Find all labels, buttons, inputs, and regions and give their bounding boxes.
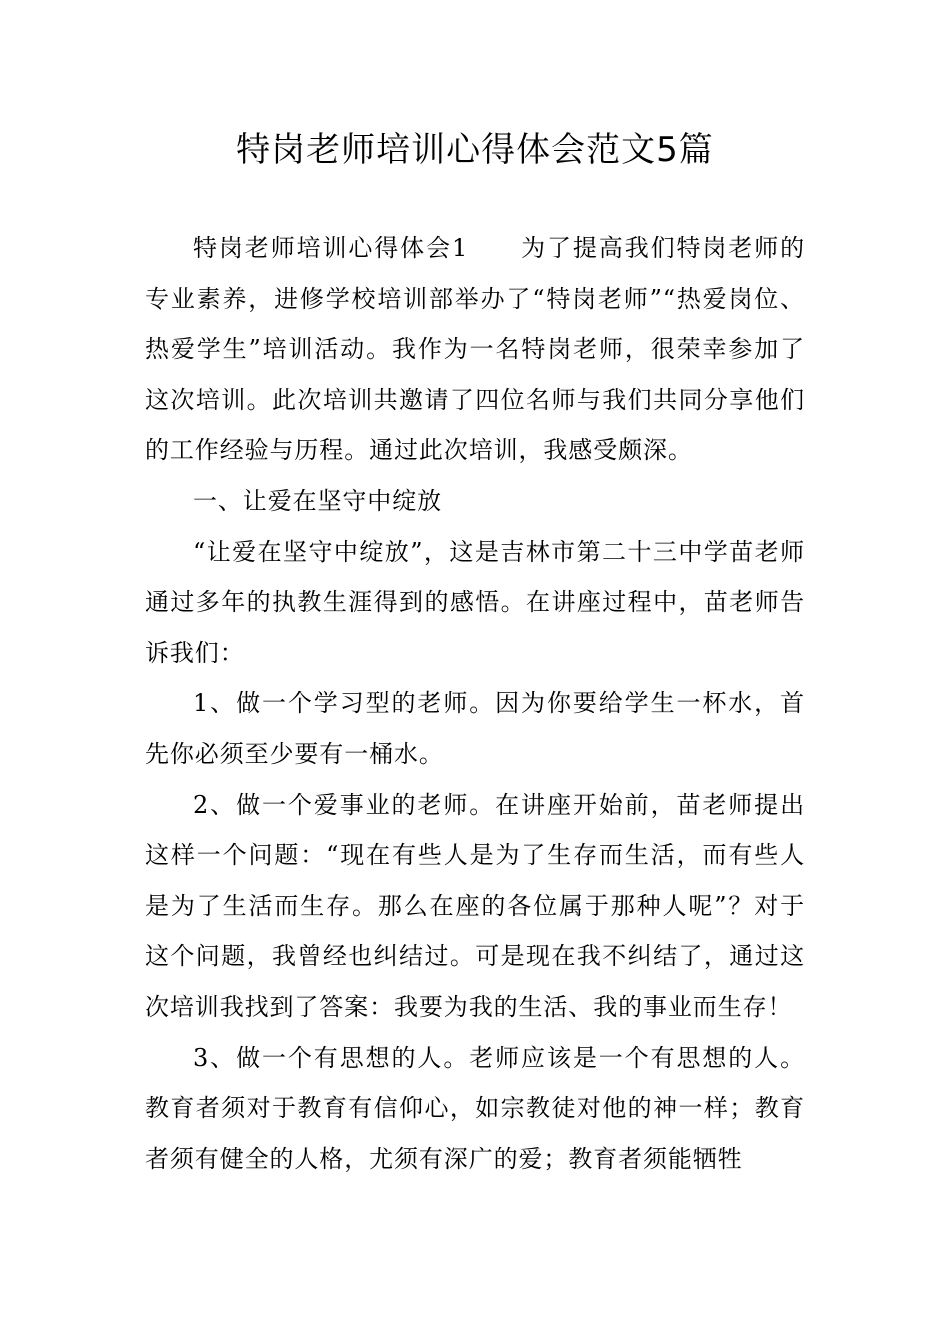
list-item-1: 1、做一个学习型的老师。因为你要给学生一杯水，首先你必须至少要有一桶水。 [145, 689, 805, 768]
section-heading-1: 特岗老师培训心得体会1 [193, 234, 469, 262]
paragraph-intro [145, 223, 805, 476]
list-item-3: 3、做一个有思想的人。老师应该是一个有思想的人。教育者须对于教育有信仰心，如宗教徒对他的神一样；教育者须有健全的人格，尤须有深广的爱；教育者须能牺牲 [145, 1043, 805, 1173]
paragraph-intro-text: 为了提高我们特岗老师的专业素养，进修学校培训部举办了“特岗老师”“热爱岗位、热爱学生”培训活动。我作为一名特岗老师，很荣幸参加了这次培训。此次培训共邀请了四位名师与我们共同分享他们的工作经验与历程。通过此次培训，我感受颇深。 [145, 234, 805, 465]
document-body [145, 223, 805, 1184]
list-item-2: 2、做一个爱事业的老师。在讲座开始前，苗老师提出这样一个问题：“现在有些人是为了生存而生活，而有些人是为了生活而生存。那么在座的各位属于那种人呢”？对于这个问题，我曾经也纠结过。可是现在我不纠结了，通过这次培训我找到了答案：我要为我的生活、我的事业而生存！ [145, 790, 805, 1021]
subheading-love: 一、让爱在坚守中绽放 [193, 486, 442, 515]
paragraph-miao-teacher: “让爱在坚守中绽放”，这是吉林市第二十三中学苗老师通过多年的执教生涯得到的感悟。在讲座过程中，苗老师告诉我们： [145, 537, 805, 667]
document-title: 特岗老师培训心得体会范文5篇 [236, 130, 714, 170]
